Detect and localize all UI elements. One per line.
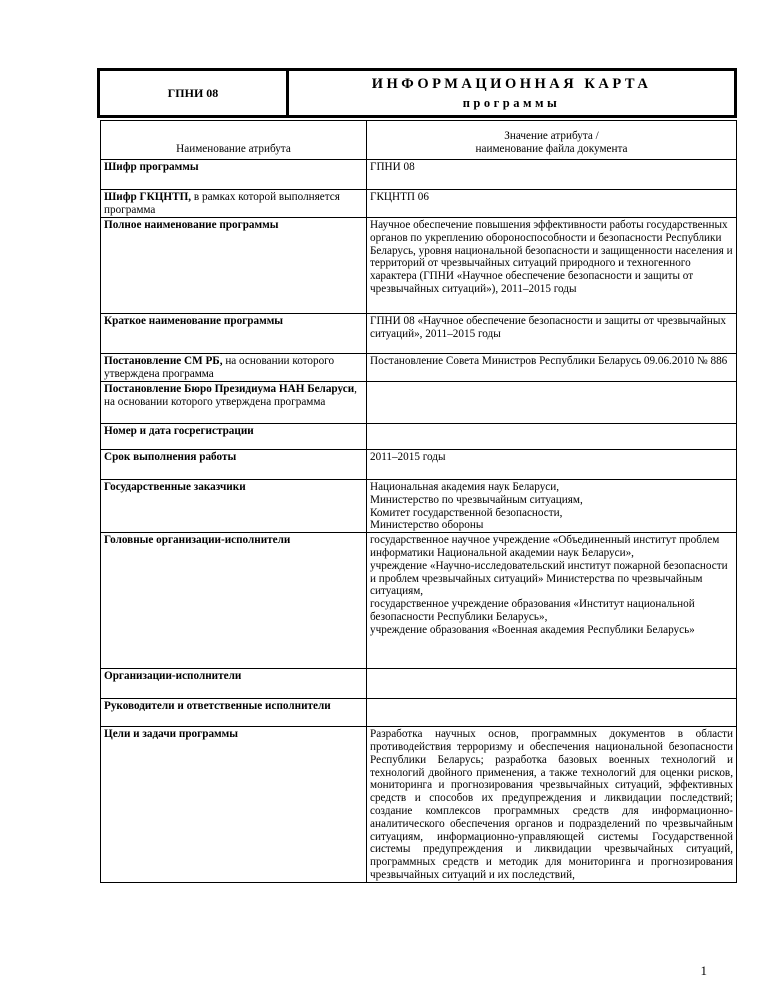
title-cell bbox=[289, 71, 734, 115]
table-row bbox=[101, 480, 737, 533]
table-row bbox=[101, 424, 737, 450]
table-row bbox=[101, 218, 737, 314]
attribute-label: Срок выполнения работы bbox=[101, 450, 367, 480]
document-subtitle: программы bbox=[462, 95, 561, 110]
page-number: 1 bbox=[700, 963, 707, 978]
column-header-attribute: Наименование атрибута bbox=[101, 121, 367, 160]
program-code-cell: ГПНИ 08 bbox=[100, 71, 289, 115]
attribute-label: Постановление СМ РБ, на основании которого утверждена программа bbox=[101, 354, 367, 382]
table-row bbox=[101, 669, 737, 699]
table-row bbox=[101, 727, 737, 883]
attribute-value: ГКЦНТП 06 bbox=[367, 190, 737, 218]
table-row bbox=[101, 354, 737, 382]
attribute-value: 2011–2015 годы bbox=[367, 450, 737, 480]
attribute-value: Научное обеспечение повышения эффективности работы государственных органов по укреплению обороноспособности и безопасности Республики Беларусь, уровня национальной безопасности и защищенности населения и территорий от чрезвычайных ситуаций природного и техногенного характера (ГПНИ «Научное обеспечение безопасности и защиты от чрезвычайных ситуаций»), 2011–2015 годы bbox=[367, 218, 737, 314]
table-row bbox=[101, 699, 737, 727]
column-header-value-line1: Значение атрибута / bbox=[504, 130, 599, 143]
attribute-value: Национальная академия наук Беларуси, Министерство по чрезвычайным ситуациям, Комитет государственной безопасности, Министерство обороны bbox=[367, 480, 737, 533]
attribute-value: Разработка научных основ, программных документов в области противодействия терроризму и обеспечения национальной безопасности Республики Беларусь; разработка базовых военных технологий и технологий двойного применения, а также технологий для оценки рисков, мониторинга и прогнозирования чрезвычайных ситуаций, эффективных средств и способов их предупреждения и ликвидации последствий; создание комплексов программных средств для информационно-аналитического обеспечения органов и подразделений по чрезвычайным ситуациям, информационно-управляющей системы Государственной системы предупреждения и ликвидации чрезвычайных ситуаций, программных средств и методик для мониторинга и прогнозирования чрезвычайных ситуаций и их последствий, bbox=[367, 727, 737, 883]
attribute-value: ГПНИ 08 bbox=[367, 160, 737, 190]
attribute-label: Цели и задачи программы bbox=[101, 727, 367, 883]
attribute-value bbox=[367, 382, 737, 424]
attribute-value bbox=[367, 424, 737, 450]
table-row bbox=[101, 382, 737, 424]
column-header-value bbox=[367, 121, 737, 160]
table-row bbox=[101, 314, 737, 354]
attribute-label: Организации-исполнители bbox=[101, 669, 367, 699]
attribute-label: Руководители и ответственные исполнители bbox=[101, 699, 367, 727]
attributes-table bbox=[100, 120, 737, 883]
table-row bbox=[101, 450, 737, 480]
attribute-value: Постановление Совета Министров Республики Беларусь 09.06.2010 № 886 bbox=[367, 354, 737, 382]
attribute-label: Полное наименование программы bbox=[101, 218, 367, 314]
attribute-label: Головные организации-исполнители bbox=[101, 533, 367, 669]
attribute-label: Номер и дата госрегистрации bbox=[101, 424, 367, 450]
attribute-value bbox=[367, 669, 737, 699]
attribute-label: Постановление Бюро Президиума НАН Беларуси, на основании которого утверждена программа bbox=[101, 382, 367, 424]
table-row bbox=[101, 533, 737, 669]
table-row bbox=[101, 160, 737, 190]
attribute-value: ГПНИ 08 «Научное обеспечение безопасности и защиты от чрезвычайных ситуаций», 2011–2015 годы bbox=[367, 314, 737, 354]
document-title: ИНФОРМАЦИОННАЯ КАРТА bbox=[371, 75, 652, 92]
attribute-label: Краткое наименование программы bbox=[101, 314, 367, 354]
attribute-label: Шифр программы bbox=[101, 160, 367, 190]
info-card-header bbox=[97, 68, 737, 118]
table-header-row bbox=[101, 121, 737, 160]
attribute-value bbox=[367, 699, 737, 727]
attribute-label: Государственные заказчики bbox=[101, 480, 367, 533]
table-row bbox=[101, 190, 737, 218]
attribute-value: государственное научное учреждение «Объединенный институт проблем информатики Национальной академии наук Беларуси», учреждение «Научно-исследовательский институт пожарной безопасности и проблем чрезвычайных ситуаций» Министерства по чрезвычайным ситуациям, государственное учреждение образования «Институт национальной безопасности Республики Беларусь», учреждение образования «Военная академия Республики Беларусь» bbox=[367, 533, 737, 669]
column-header-value-line2: наименование файла документа bbox=[475, 143, 628, 156]
attribute-label: Шифр ГКЦНТП, в рамках которой выполняется программа bbox=[101, 190, 367, 218]
